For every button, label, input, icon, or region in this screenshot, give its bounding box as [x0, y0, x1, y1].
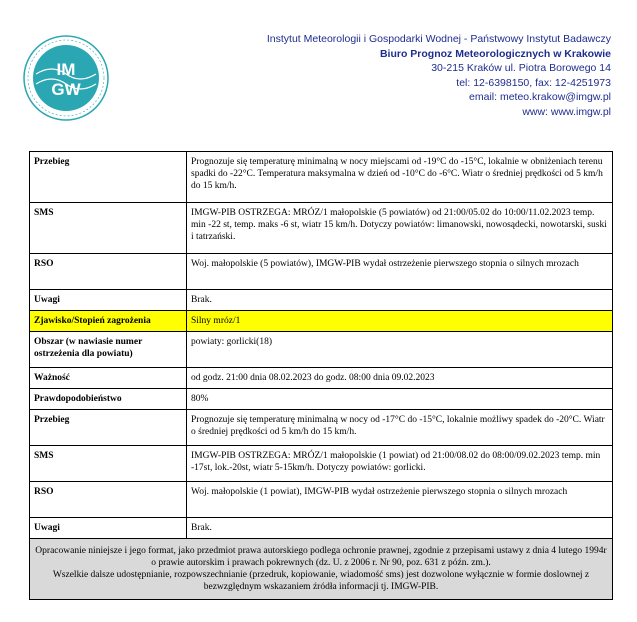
row-label: Zjawisko/Stopień zagrożenia	[30, 311, 187, 332]
row-value: 80%	[187, 389, 613, 410]
header-line-address: 30-215 Kraków ul. Piotra Borowego 14	[431, 62, 611, 74]
institution-header	[267, 32, 611, 119]
table-row	[30, 290, 613, 311]
logo-text-top: IM	[56, 60, 76, 79]
table-row-highlight	[30, 311, 613, 332]
header-line-institute: Instytut Meteorologii i Gospodarki Wodnej - Państwowy Instytut Badawczy	[266, 33, 611, 45]
copyright-cell	[30, 539, 613, 600]
header-line-phone: tel: 12-6398150, fax: 12-4251973	[456, 76, 611, 89]
row-label: RSO	[30, 482, 187, 518]
table-row	[30, 254, 613, 290]
table-row	[30, 203, 613, 254]
row-value: Prognozuje się temperaturę minimalną w nocy od -17°C do -15°C, lokalnie możliwy spadek do -20°C. Wiatr o średniej prędkości od 5 km/h do 15 km/h.	[187, 410, 613, 446]
copyright-text-1: Opracowanie niniejsze i jego format, jako przedmiot prawa autorskiego podlega ochronie prawnej, zgodnie z przepisami ustawy z dnia 4 lutego 1994r o prawie autorskim i prawach pokrewnych (dz. U. z 2006 r. Nr 90, poz. 631 z późn. zm.).	[35, 546, 607, 568]
row-value: od godz. 21:00 dnia 08.02.2023 do godz. 08:00 dnia 09.02.2023	[187, 368, 613, 389]
row-value: powiaty: gorlicki(18)	[187, 332, 613, 368]
row-label: SMS	[30, 446, 187, 482]
row-label: Uwagi	[30, 290, 187, 311]
row-value: IMGW-PIB OSTRZEGA: MRÓZ/1 małopolskie (5 powiatów) od 21:00/05.02 do 10:00/11.02.2023 temp. min -22 st, temp. maks -6 st, wiatr 15 km/h. Dotyczy powiatów: limanowski, nowosądecki, nowotarski, suski i tatrzański.	[187, 203, 613, 254]
table-row	[30, 389, 613, 410]
table-row	[30, 332, 613, 368]
header-line-email[interactable]: email: meteo.krakow@imgw.pl	[469, 91, 611, 103]
imgw-logo	[22, 34, 110, 122]
table-row	[30, 446, 613, 482]
row-value: Brak.	[187, 290, 613, 311]
table-row	[30, 152, 613, 203]
header-line-office: Biuro Prognoz Meteorologicznych w Krakowie	[379, 47, 611, 60]
header-line-www[interactable]: www: www.imgw.pl	[522, 105, 611, 118]
row-label: Ważność	[30, 368, 187, 389]
imgw-logo-icon	[22, 34, 110, 122]
row-value: Woj. małopolskie (5 powiatów), IMGW-PIB wydał ostrzeżenie pierwszego stopnia o silnych mrozach	[187, 254, 613, 290]
row-label: RSO	[30, 254, 187, 290]
copyright-footer	[30, 539, 613, 600]
table-row	[30, 368, 613, 389]
table-row	[30, 518, 613, 539]
row-label: Przebieg	[30, 410, 187, 446]
table-row	[30, 482, 613, 518]
row-label: Przebieg	[30, 152, 187, 203]
row-label: Uwagi	[30, 518, 187, 539]
copyright-text-2: Wszelkie dalsze udostępnianie, rozpowszechnianie (przedruk, kopiowanie, wiadomość sms) jest dozwolone wyłącznie w formie doslownej z bezwzględnym wskazaniem źródła informacji tj. IMGW-PIB.	[52, 570, 590, 592]
row-value: Brak.	[187, 518, 613, 539]
row-value: Silny mróz/1	[187, 311, 613, 332]
row-label: Prawdopodobieństwo	[30, 389, 187, 410]
row-value: IMGW-PIB OSTRZEGA: MRÓZ/1 małopolskie (1 powiat) od 21:00/08.02 do 08:00/09.02.2023 temp. min -17st, lok.-20st, wiatr 5-15km/h. Dotyczy powiatów: gorlicki.	[187, 446, 613, 482]
row-label: SMS	[30, 203, 187, 254]
logo-text-bottom: GW	[51, 80, 81, 99]
warning-table	[29, 151, 613, 600]
row-label: Obszar (w nawiasie numer ostrzeżenia dla powiatu)	[30, 332, 187, 368]
row-value: Prognozuje się temperaturę minimalną w nocy miejscami od -19°C do -15°C, lokalnie w obniżeniach terenu spadki do -22°C. Temperatura maksymalna w dzień od -10°C do -6°C. Wiatr o średniej prędkości od 5 km/h do 15 km/h.	[187, 152, 613, 203]
table-row	[30, 410, 613, 446]
row-value: Woj. małopolskie (1 powiat), IMGW-PIB wydał ostrzeżenie pierwszego stopnia o silnych mrozach	[187, 482, 613, 518]
